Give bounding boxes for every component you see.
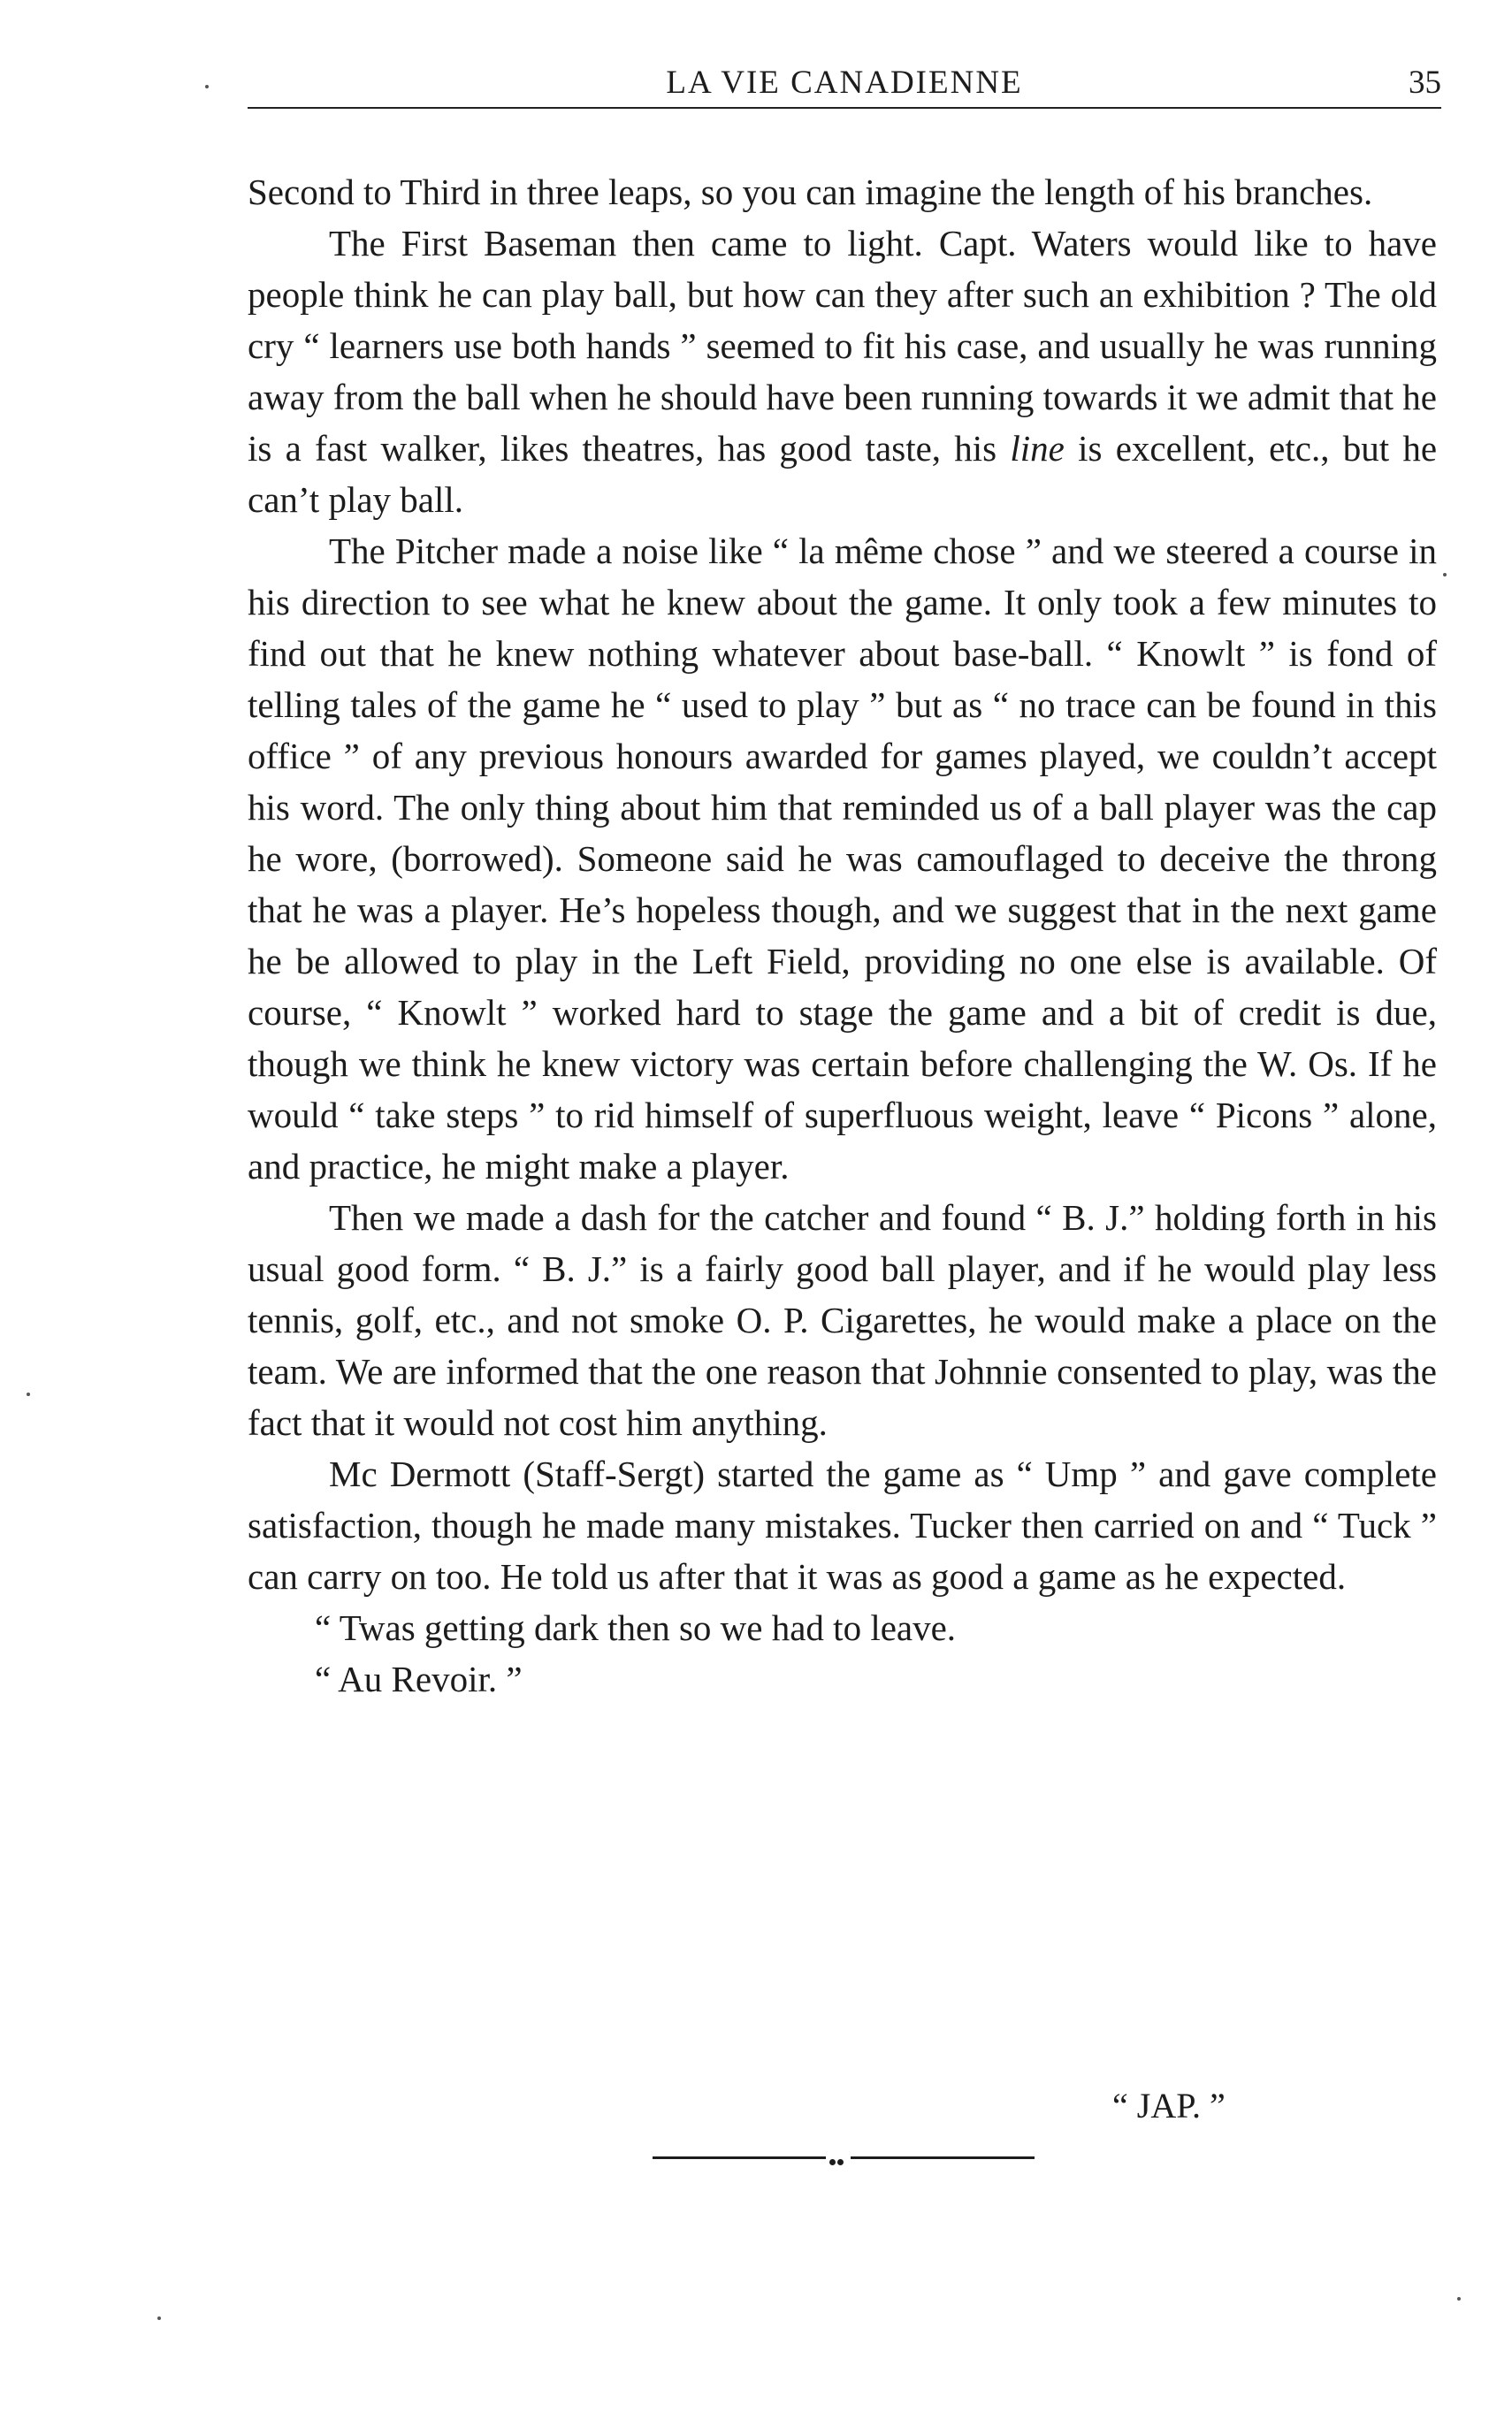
ornament-line-right <box>851 2156 1035 2159</box>
article-body <box>248 166 1437 1705</box>
paragraph-2-italic: line <box>1010 428 1065 469</box>
paragraph-2-text: The First Baseman then came to light. Capt. Waters would like to have people think he can play ball, but how can they after such an exhibition ? The old cry “ learners use both hands ” seemed to fit his case, and usually he was running away from the ball when he should have been running towards it we admit that he is a fast walker, likes theatres, has good taste, his <box>248 223 1437 469</box>
closing-ornament <box>653 2152 1035 2163</box>
ornament-dots <box>829 2154 847 2162</box>
paragraph-7: “ Au Revoir. ” <box>315 1659 523 1699</box>
print-speck <box>205 85 209 88</box>
paragraph-1: Second to Third in three leaps, so you can imagine the length of his branches. <box>248 172 1373 212</box>
page-number: 35 <box>1409 65 1441 101</box>
author-signature: “ JAP. ” <box>1112 2086 1226 2126</box>
print-speck <box>1443 573 1447 576</box>
print-speck <box>1457 2297 1461 2301</box>
paragraph-6: “ Twas getting dark then so we had to leave. <box>315 1607 957 1648</box>
header-rule <box>248 107 1441 109</box>
paragraph-2 <box>248 218 1437 525</box>
paragraph-4: Then we made a dash for the catcher and found “ B. J.” holding forth in his usual good form. “ B. J.” is a fairly good ball player, and if he would play less tennis, golf, etc., and not smoke O. P. Cigarettes, he would make a place on the team. We are informed that the one reason that Johnnie consented to play, was the fact that it would not cost him anything. <box>248 1197 1437 1443</box>
paragraph-3: The Pitcher made a noise like “ la même chose ” and we steered a course in his direction to see what he knew about the game. It only took a few minutes to find out that he knew nothing whatever about base-ball. “ Knowlt ” is fond of telling tales of the game he “ used to play ” but as “ no trace can be found in this office ” of any previous honours awarded for games played, we couldn’t accept his word. The only thing about him that reminded us of a ball player was the cap he wore, (borrowed). Someone said he was camouflaged to deceive the throng that he was a player. He’s hopeless though, and we suggest that in the next game he be allowed to play in the Left Field, providing no one else is available. Of course, “ Knowlt ” worked hard to stage the game and a bit of credit is due, though we think he knew victory was certain before challenging the W. Os. If he would “ take steps ” to rid himself of superfluous weight, leave “ Picons ” alone, and practice, he might make a player. <box>248 530 1437 1187</box>
print-speck <box>157 2316 161 2320</box>
paragraph-5: Mc Dermott (Staff-Sergt) started the game as “ Ump ” and gave complete satisfaction, though he made many mistakes. Tucker then carried on and “ Tuck ” can carry on too. He told us after that it was as good a game as he expected. <box>248 1454 1437 1597</box>
page-header <box>248 64 1441 110</box>
print-speck <box>27 1393 30 1396</box>
running-title: LA VIE CANADIENNE <box>666 65 1023 101</box>
ornament-line-left <box>653 2156 826 2159</box>
paragraph-2-tail: is excellent, etc., but he can’t play ball. <box>248 428 1438 520</box>
